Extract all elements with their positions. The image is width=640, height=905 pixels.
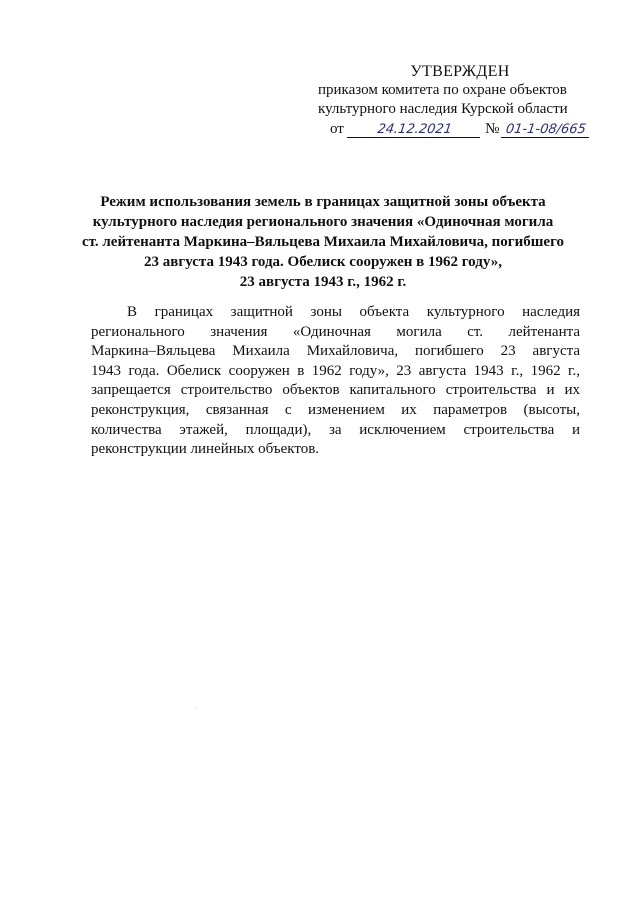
heading-line: 23 августа 1943 г., 1962 г. xyxy=(239,274,407,290)
heading-line: 23 августа 1943 года. Обелиск сооружен в 1962 году», xyxy=(144,254,502,270)
approval-block xyxy=(318,62,590,139)
approval-date-number-line xyxy=(318,120,590,139)
document-heading xyxy=(78,192,568,292)
approval-line-2: культурного наследия Курской области xyxy=(318,101,568,117)
number-label: № xyxy=(485,121,500,137)
approval-title: УТВЕРЖДЕН xyxy=(410,63,510,80)
number-handwritten: 01-1-08/665 xyxy=(501,122,591,138)
date-handwritten: 24.12.2021 xyxy=(347,122,483,138)
body-line: Маркина–Вяльцева Михаила Михайловича, погибшего 23 августа xyxy=(91,343,580,360)
body-paragraph xyxy=(91,303,580,460)
heading-line: Режим использования земель в границах защитной зоны объекта xyxy=(100,194,546,210)
body-line: регионального значения «Одиночная могила ст. лейтенанта xyxy=(91,323,580,340)
body-line: 1943 года. Обелиск сооружен в 1962 году», 23 августа 1943 г., 1962 г., xyxy=(91,362,580,379)
body-line: количества этажей, площади), за исключением строительства и xyxy=(91,421,580,438)
body-line: реконструкция, связанная с изменением их параметров (высоты, xyxy=(91,401,580,418)
body-line: реконструкции линейных объектов. xyxy=(91,441,320,458)
approval-line-1: приказом комитета по охране объектов xyxy=(318,82,567,98)
body-line: В границах защитной зоны объекта культурного наследия xyxy=(127,304,580,320)
body-line: запрещается строительство объектов капитального строительства и их xyxy=(91,382,580,399)
date-label: от xyxy=(330,121,344,137)
heading-line: культурного наследия регионального значения «Одиночная могила xyxy=(92,214,554,230)
heading-line: ст. лейтенанта Маркина–Вяльцева Михаила Михайловича, погибшего xyxy=(81,234,565,250)
scan-speck xyxy=(196,708,197,709)
